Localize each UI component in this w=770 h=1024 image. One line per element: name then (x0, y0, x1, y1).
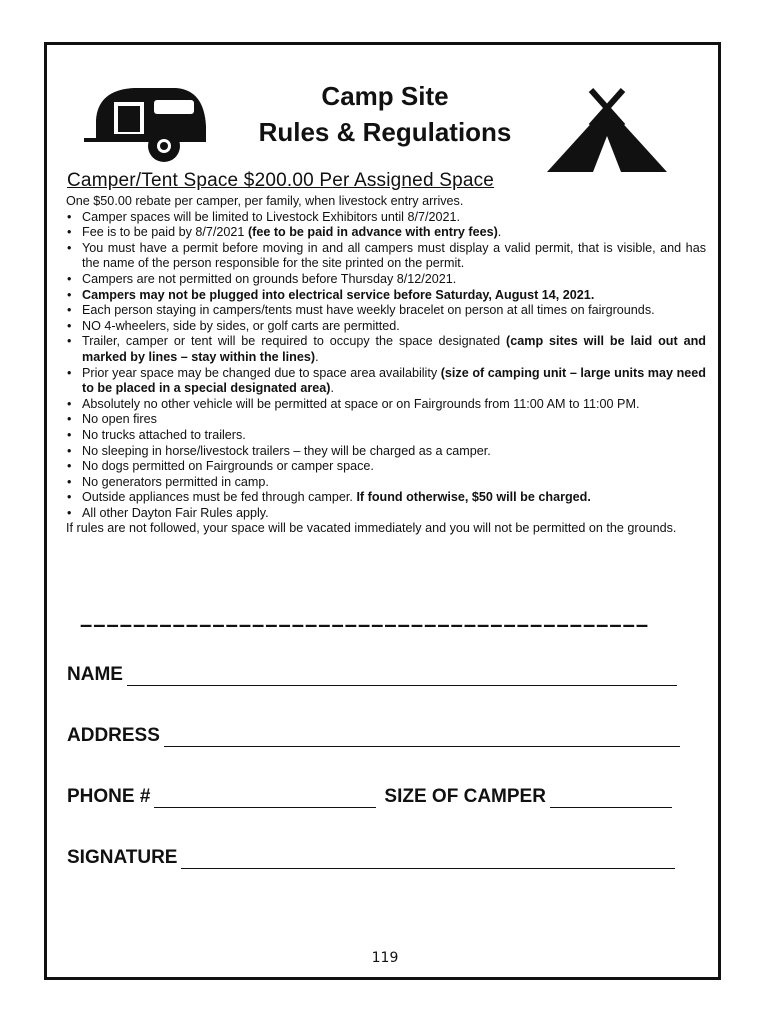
rule-item: • No dogs permitted on Fairgrounds or camper space. (66, 459, 706, 475)
address-input-line[interactable] (164, 728, 680, 747)
rule-item: • Absolutely no other vehicle will be permitted at space or on Fairgrounds from 11:00 AM to 11:00 PM. (66, 397, 706, 413)
address-label: ADDRESS (67, 725, 160, 746)
closing-text: If rules are not followed, your space will be vacated immediately and you will not be permitted on the grounds. (66, 521, 677, 536)
rule-item: • Outside appliances must be fed through camper. If found otherwise, $50 will be charged. (66, 490, 706, 506)
signature-input-line[interactable] (181, 850, 675, 869)
rules-section (66, 194, 706, 537)
camper-size-label: SIZE OF CAMPER (384, 786, 546, 807)
signature-field[interactable] (67, 845, 675, 869)
camper-size-input-line[interactable] (550, 789, 672, 808)
address-field[interactable] (67, 723, 680, 747)
page-number: 119 (371, 950, 399, 966)
rule-item: • NO 4-wheelers, side by sides, or golf carts are permitted. (66, 319, 706, 335)
intro-text: One $50.00 rebate per camper, per family, when livestock entry arrives. (66, 194, 464, 208)
cut-line: ––––––––––––––––––––––––––––––––––––––––––– (80, 612, 650, 637)
rule-item: • No sleeping in horse/livestock trailers – they will be charged as a camper. (66, 444, 706, 460)
rule-item: • Campers may not be plugged into electrical service before Saturday, August 14, 2021. (66, 288, 706, 304)
name-label: NAME (67, 664, 123, 685)
rule-item: • No open fires (66, 412, 706, 428)
rule-item: • Camper spaces will be limited to Livestock Exhibitors until 8/7/2021. (66, 210, 706, 226)
rule-item: • Prior year space may be changed due to space area availability (size of camping unit – large units may need to be placed in a special designated area). (66, 366, 706, 397)
section-heading: Camper/Tent Space $200.00 Per Assigned Space (67, 170, 495, 191)
title-line-2: Rules & Regulations (258, 117, 512, 147)
name-input-line[interactable] (127, 667, 677, 686)
rule-item: • Fee is to be paid by 8/7/2021 (fee to be paid in advance with entry fees). (66, 225, 706, 241)
rule-item: • Campers are not permitted on grounds before Thursday 8/12/2021. (66, 272, 706, 288)
phone-size-field[interactable] (67, 784, 672, 808)
rule-item: • Each person staying in campers/tents must have weekly bracelet on person at all times on fairgrounds. (66, 303, 706, 319)
phone-label: PHONE # (67, 786, 151, 807)
rules-list (66, 210, 706, 522)
document-title (200, 78, 570, 150)
rule-item: • All other Dayton Fair Rules apply. (66, 506, 706, 522)
phone-input-line[interactable] (154, 789, 376, 808)
rule-item: • No generators permitted in camp. (66, 475, 706, 491)
rule-item: • Trailer, camper or tent will be required to occupy the space designated (camp sites will be laid out and marked by lines – stay within the lines). (66, 334, 706, 365)
signature-label: SIGNATURE (67, 847, 178, 868)
name-field[interactable] (67, 662, 677, 686)
title-line-1: Camp Site (321, 81, 449, 111)
rule-item: • You must have a permit before moving in and all campers must display a valid permit, that is visible, and has the name of the person responsible for the site printed on the permit. (66, 241, 706, 272)
camper-trailer-icon (84, 80, 214, 164)
rule-item: • No trucks attached to trailers. (66, 428, 706, 444)
